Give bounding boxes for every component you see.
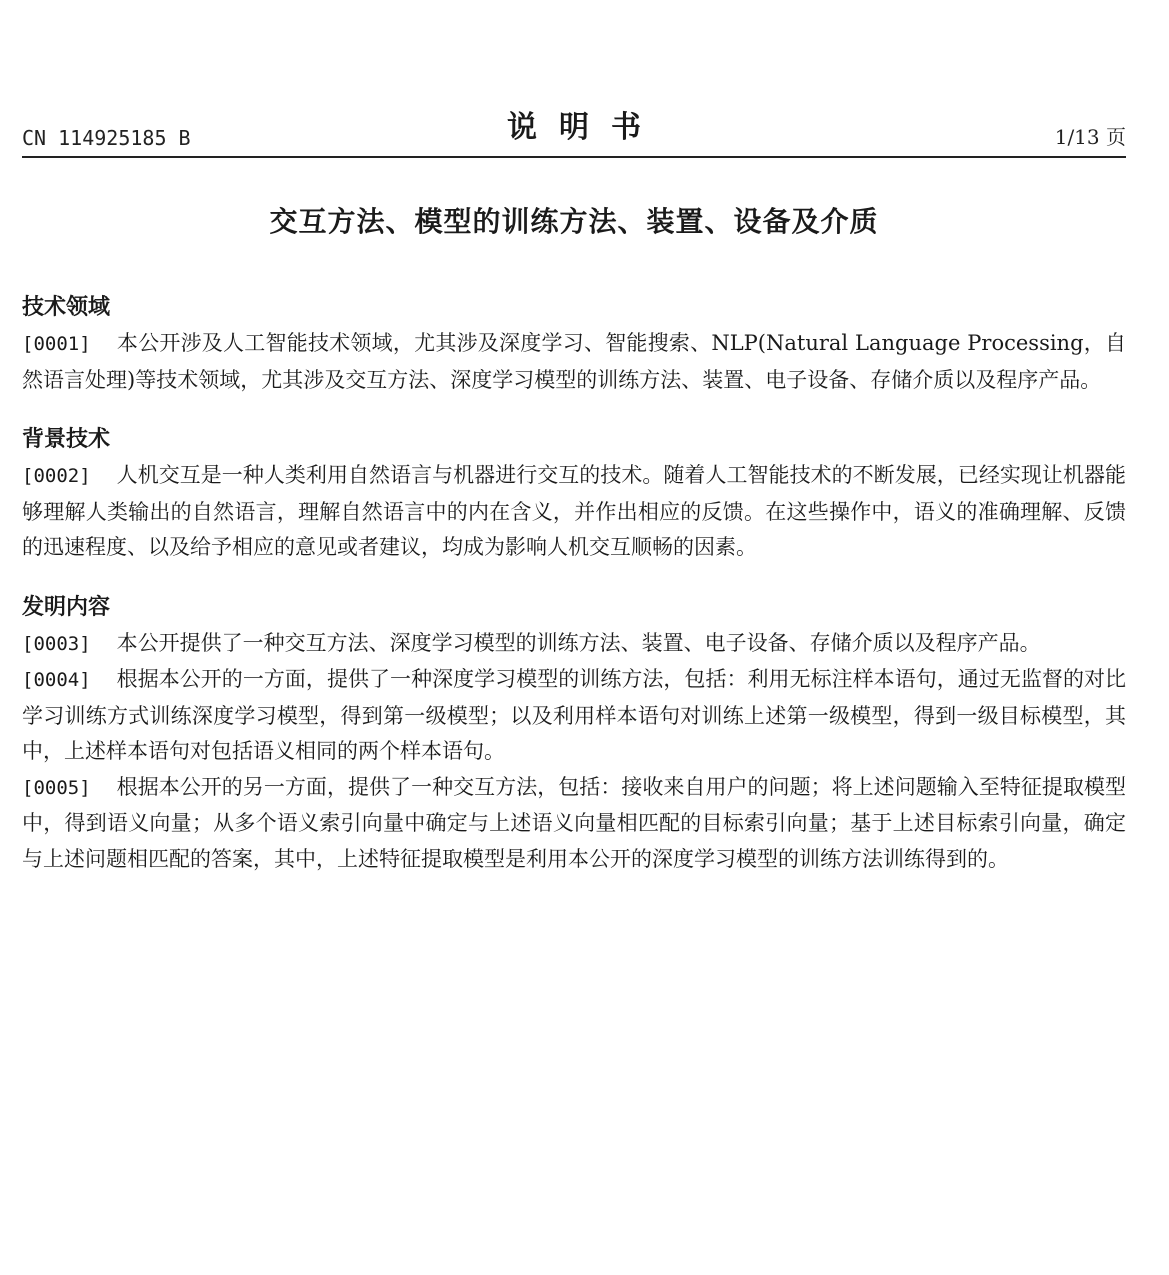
section-heading: 发明内容	[22, 594, 111, 620]
page-header	[22, 100, 1126, 158]
paragraph-number: [0004]	[22, 669, 91, 691]
paragraph	[22, 770, 1126, 878]
section-summary	[22, 590, 1126, 878]
patent-number: CN 114925185 B	[22, 126, 191, 150]
section-heading: 背景技术	[22, 427, 111, 452]
page-type-label: 说明书	[507, 110, 663, 145]
paragraph	[22, 326, 1126, 398]
paragraph-number: [0002]	[22, 465, 91, 487]
document-title: 交互方法、模型的训练方法、装置、设备及介质	[269, 205, 879, 238]
paragraph-text: 根据本公开的一方面，提供了一种深度学习模型的训练方法，包括：利用无标注样本语句，通过无监督的对比学习训练方式训练深度学习模型，得到第一级模型；以及利用样本语句对训练上述第一级模型，得到一级目标模型，其中，上述样本语句对包括语义相同的两个样本语句。	[22, 667, 1126, 763]
paragraph	[22, 662, 1126, 770]
paragraph-text: 根据本公开的另一方面，提供了一种交互方法，包括：接收来自用户的问题；将上述问题输入至特征提取模型中，得到语义向量；从多个语义索引向量中确定与上述语义向量相匹配的目标索引向量；基于上述目标索引向量，确定与上述问题相匹配的答案，其中，上述特征提取模型是利用本公开的深度学习模型的训练方法训练得到的。	[22, 774, 1126, 871]
paragraph-text: 本公开提供了一种交互方法、深度学习模型的训练方法、装置、电子设备、存储介质以及程序产品。	[116, 630, 1041, 655]
page-number: 1/13 页	[1054, 125, 1126, 149]
section-heading: 技术领域	[22, 295, 111, 320]
paragraph-text: 本公开涉及人工智能技术领域，尤其涉及深度学习、智能搜索、NLP(Natural Language Processing，自然语言处理)等技术领域，尤其涉及交互方法、深度学习模型的训练方法、装置、电子设备、存储介质以及程序产品。	[22, 331, 1126, 392]
paragraph-text: 人机交互是一种人类利用自然语言与机器进行交互的技术。随着人工智能技术的不断发展，已经实现让机器能够理解人类输出的自然语言，理解自然语言中的内在含义，并作出相应的反馈。在这些操作中，语义的准确理解、反馈的迅速程度、以及给予相应的意见或者建议，均成为影响人机交互顺畅的因素。	[22, 463, 1126, 559]
document-body	[22, 290, 1126, 901]
section-technical-field	[22, 290, 1126, 398]
paragraph-number: [0003]	[22, 632, 91, 655]
paragraph	[22, 458, 1126, 566]
paragraph	[22, 626, 1126, 663]
paragraph-number: [0005]	[22, 776, 91, 799]
section-background	[22, 422, 1126, 566]
paragraph-number: [0001]	[22, 333, 91, 355]
